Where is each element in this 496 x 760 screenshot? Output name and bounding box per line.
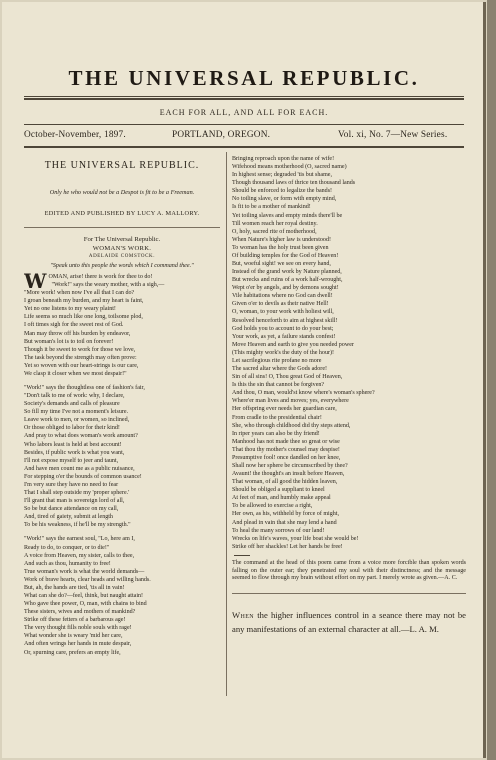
column-divider bbox=[226, 152, 227, 696]
closing-paragraph bbox=[232, 608, 466, 636]
note-rule bbox=[232, 593, 466, 594]
poem-epigraph: "Speak unto this people the words which I command thee." bbox=[50, 263, 194, 269]
for-line: For The Universal Republic. bbox=[83, 236, 161, 243]
tagline: Only he who would not be a Despot is fit to be a Freeman. bbox=[49, 189, 195, 196]
masthead-rule bbox=[24, 96, 464, 97]
poem-author: ADELAIDE COMSTOCK. bbox=[88, 254, 156, 259]
editor-line: EDITED AND PUBLISHED BY LUCY A. MALLORY. bbox=[44, 210, 200, 217]
drop-cap: W bbox=[24, 273, 47, 290]
poem-title: WOMAN'S WORK. bbox=[92, 245, 152, 252]
dateline-date: October-November, 1897. bbox=[24, 130, 126, 140]
poem-opening-lines: OMAN, arise! there is work for thee to do! "Work!" says the weary mother, with a sigh,— bbox=[48, 274, 165, 289]
poem-continuation: Bringing reproach upon the name of wife! Wifehood means motherhood (O, sacred name) In highest sense; degraded 'tis but shame, Though thousand laws of thrice ten thousand lands Should be enforced to legalize the bands! No toiling slave, or form with empty mind, Is fit to be a mother of mankind! Yet toiling slaves and empty minds there'll be Till women reach her royal destiny. O, holy, sacred rite of motherhood, When Nature's higher law is understood! To woman has the holy trust been given Of building temples for the God of Heaven! But, woeful sight! we see on every hand, Instead of the grand work by Nature planned, But wrecks and ruins of a work half-wrought, Wept o'er by angels, and by demons sought! Vile habitations where no God can dwell! Given o'er to devils as their native Hell! O, woman, to your work with holiest will, Resolved henceforth to aim at highest skill! God holds you to account to do your best; Your work, as yet, a failure stands confest! Move Heaven and earth to give you needed power (This mighty work's the duty of the hour)! Let sacrilegious rite profane no more The sacred altar where the Gods adore! Sin of all sins! O, Thou great God of Heaven, Is this the sin that cannot be forgiven? And thou, O man, would'st know where's woman's sphere? Where'er man lives and moves; yes, everywhere Her offspring ever needs her guardian care, From cradle to the presidential chair! She, who through childhood did thy steps attend, In riper years can also be thy friend! Manhood has not made thee so great or wise That thou thy mother's counsel may despise! Presumptive fool! once dandled on her knee, Shall now her sphere be circumscribed by thee? Avaunt! the thought's an insult before Heaven, That woman, of all good the hidden leaven, Should be obliged a suppliant to kneel At feet of man, and humbly make appeal To be allowed to exercise a right, Her own, as his, withheld by force of might, And plead in vain that she may lend a hand To heal the many sorrows of our land! Wrecks on life's waves, your life boat she would be! Strike off her shackles! Let her hands be free! bbox=[232, 156, 375, 550]
dateline-volume: Vol. xi, No. 7—New Series. bbox=[338, 130, 448, 140]
short-rule bbox=[234, 555, 250, 556]
dateline-place: PORTLAND, OREGON. bbox=[172, 130, 271, 140]
author-note: The command at the head of this poem came from a voice more forcible than spoken words falling on the outer ear; they penetrated my soul with their distinctness; and the message seemed to flow through my brain without effort on my part. I merely wrote as given.—A. C. bbox=[232, 559, 466, 582]
masthead-title: THE UNIVERSAL REPUBLIC. bbox=[68, 66, 420, 90]
poem-stanza-3: "Work!" says the earnest soul, "Lo, here am I, Ready to do, to conquer, or to die!" A voice from Heaven, my sister, calls to thee, And such as thou, humanity to free! True woman's work is what the world demands— Work of brave hearts, clear heads and willing hands. But, ah, the hands are tied, 'tis all in vain! What can she do?—feel, think, but naught attain! Who gave thee power, O, man, with chains to bind These sisters, wives and mothers of mankind? Strike off these fetters of a barbarous age! The very thought fills noble souls with rage! What wonder she is weary 'mid her care, And often wrings her hands in mute despair, Or, spurning care, prefers an empty life, bbox=[24, 536, 151, 656]
dateline-rule-bottom bbox=[24, 146, 464, 148]
book-spine bbox=[487, 0, 496, 760]
closing-lead: When bbox=[232, 609, 255, 620]
poem-opening bbox=[24, 273, 220, 289]
motto: EACH FOR ALL, AND ALL FOR EACH. bbox=[159, 108, 329, 117]
poem-stanza-1: "More work! when now I've all that I can do? I groan beneath my burden, and my heart is faint, Yet no one listens to my weary plaint! Life seems so much like one long, toilsome plod, I oft times sigh for the sweet rest of God. Man may throw off his burden by endeavor, But woman's lot is to toil on forever! Though it be sweet to work for those we love, The task beyond the strength may often prove: Yet so woven with our heart-strings is our care, We clasp it closer when we most despair!" bbox=[24, 290, 144, 377]
left-column bbox=[24, 152, 220, 657]
closing-rest: the higher influences control in a seance there may not be any manifestations of an external character at all.—L. A. M. bbox=[232, 609, 466, 634]
newspaper-page bbox=[2, 2, 486, 758]
right-column bbox=[232, 155, 466, 636]
poem-stanza-2: "Work!" says the thoughtless one of fashion's fair, "Don't talk to me of work: why, I declare, Society's demands and calls of pleasure So fill my time I've not a moment's leisure. Leave work to men, or women, so inclined, Or those obliged to labor for their kind! And pray to what does woman's work amount? Who labors least is held at best account! Besides, if public work is what you want, I'll not expose myself to jeer and taunt, And have men count me as a public nuisance, For stepping o'er the bounds of common usance! I'm very sure they have no need to fear That I shall step outside my 'proper sphere.' I'll grant that man is sovereign lord of all, So be but dance attendance on my call, And, tired of gaiety, submit at length To be his weakness, if he'll be my strength." bbox=[24, 385, 145, 529]
masthead-rule-thick bbox=[24, 98, 464, 100]
publication-title: THE UNIVERSAL REPUBLIC. bbox=[44, 160, 200, 171]
section-rule bbox=[24, 227, 220, 228]
dateline-rule-top bbox=[24, 124, 464, 125]
